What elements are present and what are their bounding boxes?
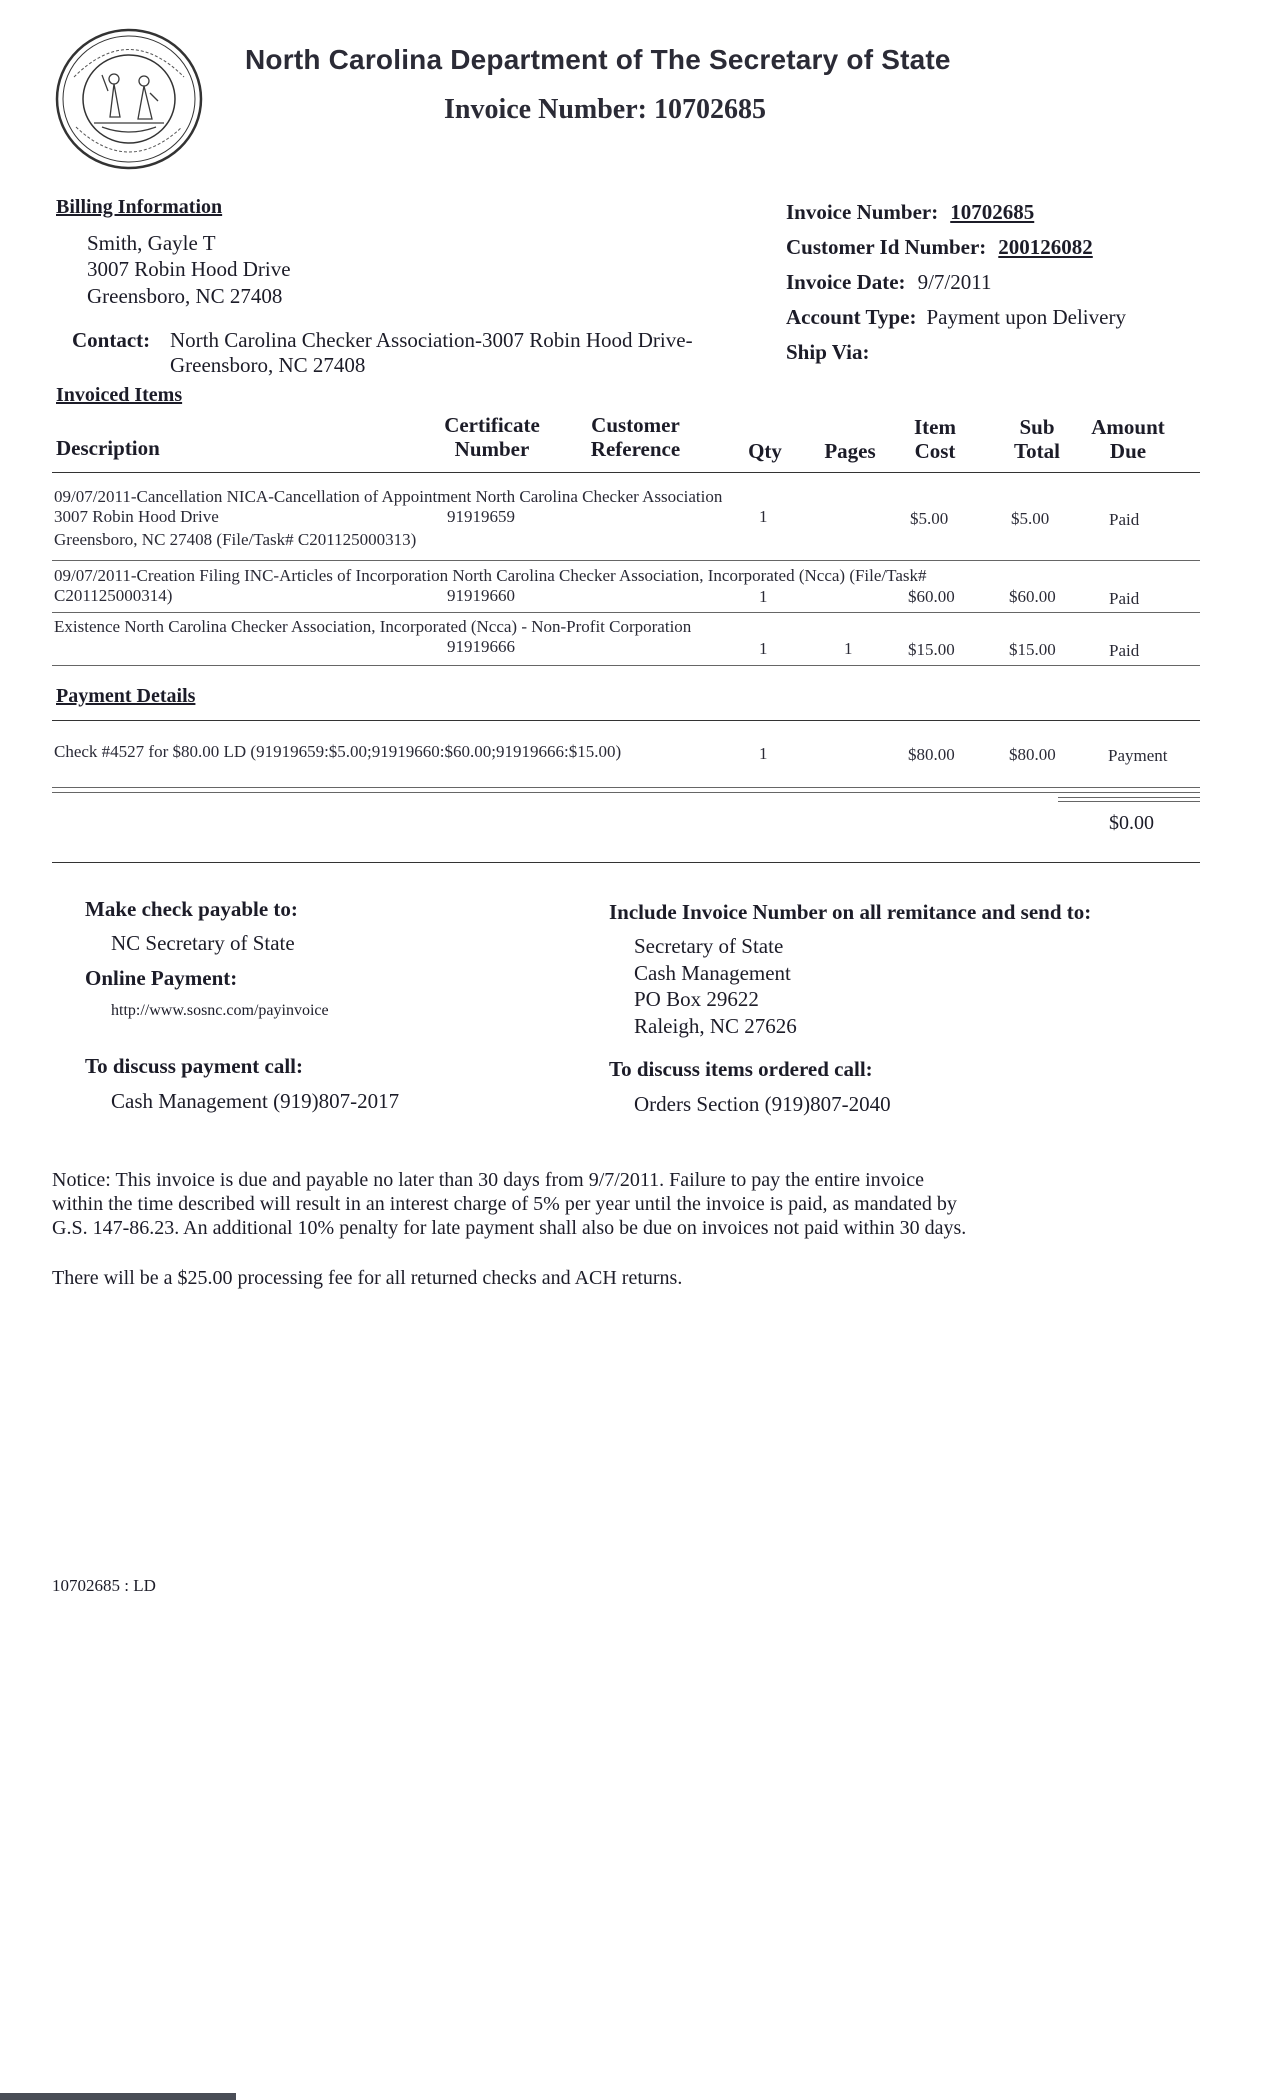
- payment-details-title: Payment Details: [56, 685, 196, 707]
- payable-to: NC Secretary of State: [111, 931, 295, 955]
- footer-reference: 10702685 : LD: [52, 1576, 156, 1595]
- invoice-date-row: [786, 270, 991, 295]
- account-type-row: [786, 305, 1126, 330]
- remit-address-line2: Cash Management: [634, 961, 791, 985]
- total-rule-1: [52, 787, 1200, 788]
- row-certificate: 91919666: [447, 637, 515, 656]
- processing-fee-notice: There will be a $25.00 processing fee for all returned checks and ACH returns.: [52, 1267, 683, 1289]
- row-qty: 1: [759, 587, 768, 606]
- row-divider: [52, 612, 1200, 613]
- notice-line3: G.S. 147-86.23. An additional 10% penalty for late payment shall also be due on invoices not paid within 30 days.: [52, 1217, 967, 1239]
- discuss-items-label: To discuss items ordered call:: [609, 1057, 873, 1081]
- customer-id-label: Customer Id Number:: [786, 235, 987, 259]
- notice-line1: Notice: This invoice is due and payable no later than 30 days from 9/7/2011. Failure to pay the entire invoice: [52, 1169, 924, 1191]
- customer-id-value: 200126082: [998, 235, 1093, 259]
- invoice-date-label: Invoice Date:: [786, 270, 906, 294]
- row-sub-total: $15.00: [1009, 640, 1056, 659]
- state-seal-icon: [54, 27, 204, 172]
- row-description-line3: Greensboro, NC 27408 (File/Task# C201125000313): [54, 530, 417, 549]
- row-sub-total: $60.00: [1009, 587, 1056, 606]
- state-seal: [54, 27, 204, 172]
- notice-line2: within the time described will result in an interest charge of 5% per year until the invoice is paid, as mandated by: [52, 1193, 957, 1215]
- row-sub-total: $5.00: [1011, 509, 1050, 528]
- row-item-cost: $5.00: [910, 509, 949, 528]
- discuss-payment-label: To discuss payment call:: [85, 1054, 304, 1078]
- billing-address-line2: Greensboro, NC 27408: [87, 284, 283, 308]
- contact-label: Contact:: [72, 328, 151, 352]
- account-type-label: Account Type:: [786, 305, 917, 329]
- notice-paragraph: [52, 1168, 1152, 1240]
- payment-description: Check #4527 for $80.00 LD (91919659:$5.00;91919660:$60.00;91919666:$15.00): [54, 742, 622, 761]
- invoice-number-row: [786, 200, 1034, 225]
- row-certificate: 91919660: [447, 586, 515, 605]
- organization-title: North Carolina Department of The Secretary of State: [245, 44, 951, 75]
- account-type-value: Payment upon Delivery: [926, 305, 1126, 329]
- col-pages: Pages: [824, 439, 876, 463]
- invoiced-items-title: Invoiced Items: [56, 384, 183, 406]
- row-divider: [52, 560, 1200, 561]
- items-header-rule: [52, 472, 1200, 473]
- row-pages: 1: [844, 639, 853, 658]
- row-qty: 1: [759, 507, 768, 526]
- discuss-items-phone: Orders Section (919)807-2040: [634, 1092, 891, 1116]
- ship-via-label: Ship Via:: [786, 340, 870, 364]
- balance-rule-2: [1058, 801, 1200, 802]
- invoice-date-value: 9/7/2011: [917, 270, 992, 294]
- col-certificate-number: Certificate Number: [444, 413, 540, 461]
- col-description: Description: [56, 436, 160, 460]
- scan-edge-bar: [0, 2093, 236, 2100]
- remit-address-line4: Raleigh, NC 27626: [634, 1014, 797, 1038]
- row-amount-due: Paid: [1109, 510, 1140, 529]
- billing-name: Smith, Gayle T: [87, 231, 216, 255]
- row-item-cost: $15.00: [908, 640, 955, 659]
- balance-amount: $0.00: [1109, 812, 1154, 834]
- customer-id-row: [786, 235, 1093, 260]
- col-amount-due: Amount Due: [1091, 415, 1165, 463]
- billing-information-title: Billing Information: [56, 196, 223, 218]
- online-payment-label: Online Payment:: [85, 966, 238, 990]
- payment-header-rule: [52, 720, 1200, 721]
- payment-type: Payment: [1108, 746, 1168, 765]
- row-description-line1: Existence North Carolina Checker Association, Incorporated (Ncca) - Non-Profit Corporation: [54, 617, 692, 636]
- row-certificate: 91919659: [447, 507, 515, 526]
- row-description-line2: 3007 Robin Hood Drive: [54, 507, 219, 526]
- payment-bottom-rule: [52, 862, 1200, 863]
- row-item-cost: $60.00: [908, 587, 955, 606]
- row-description-line1: 09/07/2011-Creation Filing INC-Articles of Incorporation North Carolina Checker Association, Incorporated (Ncca) (File/Task#: [54, 566, 927, 585]
- col-customer-reference: Customer Reference: [590, 413, 681, 461]
- billing-address-line1: 3007 Robin Hood Drive: [87, 257, 291, 281]
- row-divider: [52, 665, 1200, 666]
- balance-rule-1: [1058, 797, 1200, 798]
- payment-sub-total: $80.00: [1009, 745, 1056, 764]
- col-item-cost: Item Cost: [914, 415, 956, 463]
- remittance-label: Include Invoice Number on all remitance and send to:: [609, 900, 1092, 924]
- remit-address-line1: Secretary of State: [634, 934, 784, 958]
- total-rule-2: [52, 792, 1200, 793]
- payable-label: Make check payable to:: [85, 897, 298, 921]
- invoice-number-value: 10702685: [950, 200, 1035, 224]
- payment-qty: 1: [759, 744, 768, 763]
- contact-line2: Greensboro, NC 27408: [170, 353, 366, 377]
- payment-item-cost: $80.00: [908, 745, 955, 764]
- remit-address-line3: PO Box 29622: [634, 987, 759, 1011]
- invoice-number-heading: Invoice Number: 10702685: [444, 94, 766, 125]
- row-amount-due: Paid: [1109, 641, 1140, 660]
- row-qty: 1: [759, 639, 768, 658]
- online-payment-link[interactable]: http://www.sosnc.com/payinvoice: [111, 1002, 329, 1019]
- col-sub-total: Sub Total: [1014, 415, 1060, 463]
- row-description-line2: C201125000314): [54, 586, 173, 605]
- invoice-number-label: Invoice Number:: [786, 200, 939, 224]
- col-qty: Qty: [748, 439, 782, 463]
- discuss-payment-phone: Cash Management (919)807-2017: [111, 1089, 400, 1113]
- contact-line1: North Carolina Checker Association-3007 Robin Hood Drive-: [170, 328, 693, 352]
- row-description-line1: 09/07/2011-Cancellation NICA-Cancellation of Appointment North Carolina Checker Association: [54, 487, 723, 506]
- row-amount-due: Paid: [1109, 589, 1140, 608]
